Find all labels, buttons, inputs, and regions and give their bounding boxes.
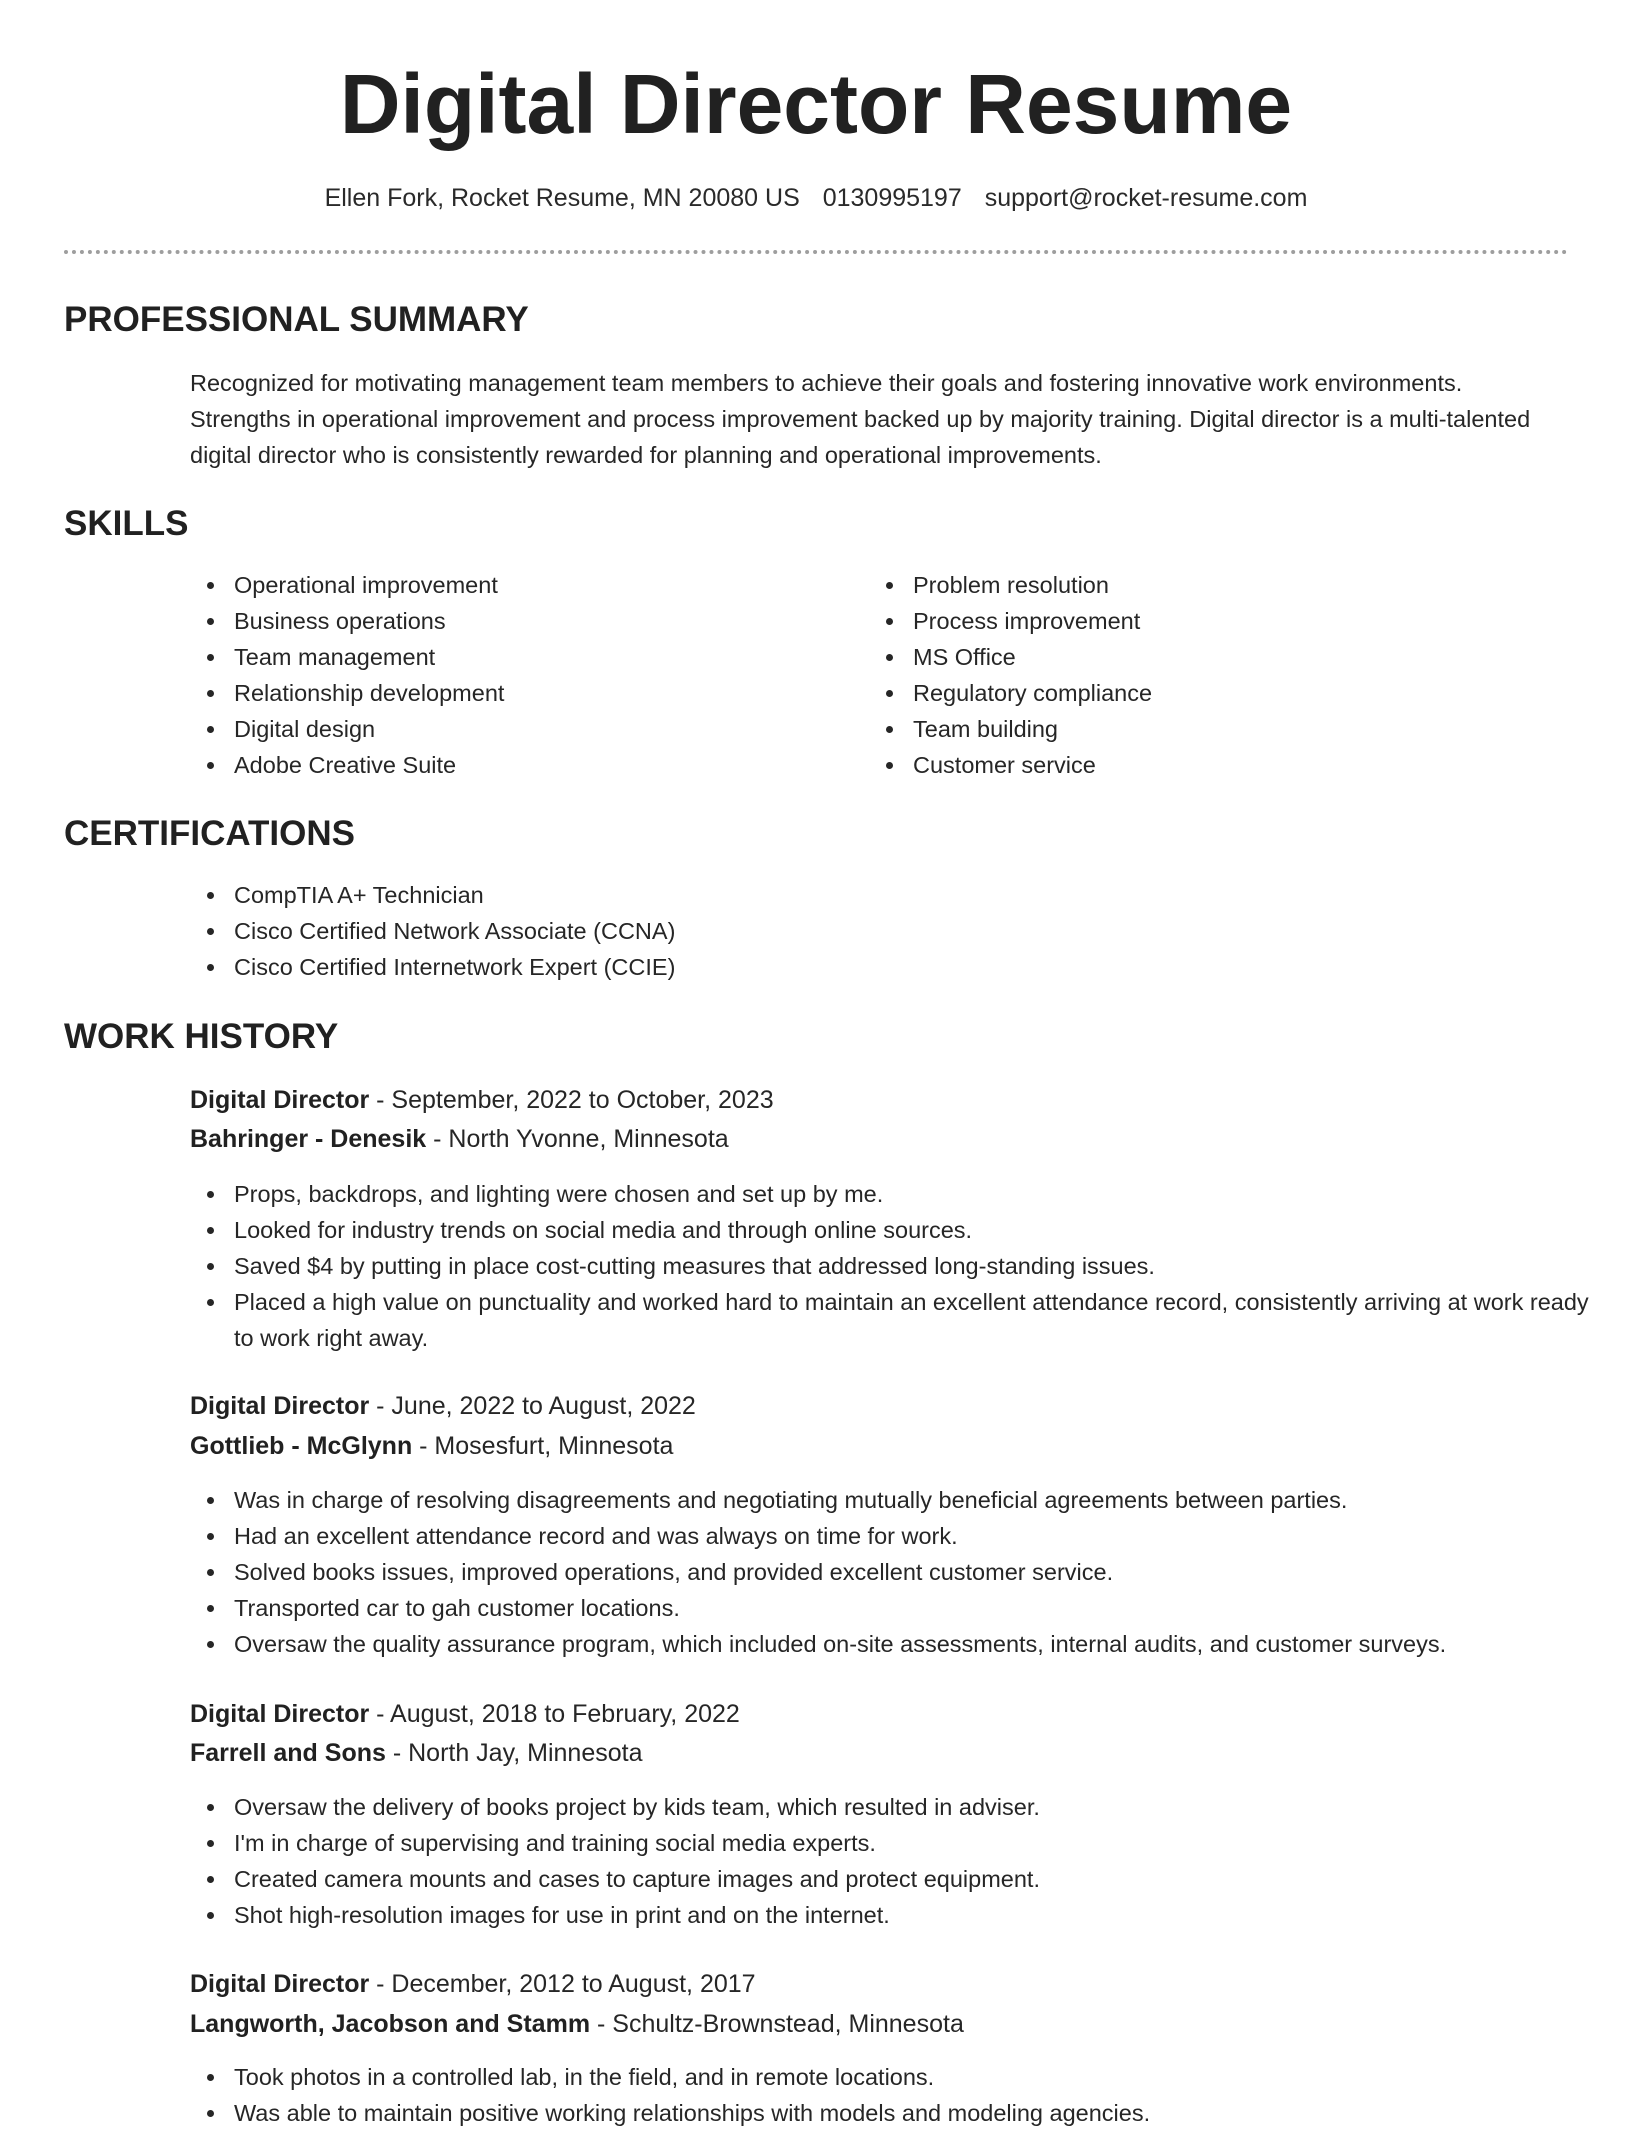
certification-item: Cisco Certified Internetwork Expert (CCIE): [234, 949, 1534, 985]
skill-item: Regulatory compliance: [913, 675, 1533, 711]
skill-item: Team management: [234, 639, 854, 675]
job-title: Digital Director: [190, 1392, 370, 1420]
job-company: Langworth, Jacobson and Stamm: [190, 2010, 591, 2038]
job-bullet: Looked for industry trends on social media and through online sources.: [234, 1212, 1594, 1248]
contact-line: [0, 180, 1632, 216]
job-bullet: Solved books issues, improved operations, and provided excellent customer service.: [234, 1554, 1594, 1590]
job-bullet: Saved $4 by putting in place cost-cutting measures that addressed long-standing issues.: [234, 1248, 1594, 1284]
job-bullet: Oversaw the delivery of books project by kids team, which resulted in adviser.: [234, 1789, 1594, 1825]
job-bullet: Transported car to gah customer locations.: [234, 1590, 1594, 1626]
skill-item: MS Office: [913, 639, 1533, 675]
certification-item: Cisco Certified Network Associate (CCNA): [234, 913, 1534, 949]
job-company: Farrell and Sons: [190, 1739, 386, 1767]
contact-address: Ellen Fork, Rocket Resume, MN 20080 US: [324, 184, 800, 212]
skill-item: Relationship development: [234, 675, 854, 711]
summary-text: Recognized for motivating management team members to achieve their goals and fostering innovative work environments. Strengths in operational improvement and process improvement backed up by majority training. Digital director is a multi-talented digital director who is consistently rewarded for planning and operational improvements.: [190, 370, 1531, 468]
job-dates: - September, 2022 to October, 2023: [369, 1086, 774, 1114]
job-bullet: Took photos in a controlled lab, in the field, and in remote locations.: [234, 2059, 1594, 2095]
contact-email[interactable]: support@rocket-resume.com: [984, 184, 1308, 212]
job-title-line: [190, 1966, 756, 2002]
job-bullets: [190, 1176, 1594, 1356]
job-bullets: [190, 1789, 1594, 1933]
header-divider: [64, 250, 1568, 254]
job-bullet: I'm in charge of supervising and training social media experts.: [234, 1825, 1594, 1861]
job-location: - North Yvonne, Minnesota: [426, 1125, 729, 1153]
job-company-line: [190, 1735, 642, 1771]
job-title: Digital Director: [190, 1970, 370, 1998]
certifications-list: [190, 877, 1534, 985]
job-bullet: Created camera mounts and cases to capture images and protect equipment.: [234, 1861, 1594, 1897]
resume-title: Digital Director Resume: [339, 57, 1293, 151]
skills-list-left: [190, 567, 854, 783]
job-bullet: Was able to maintain positive working relationships with models and modeling agencies.: [234, 2095, 1594, 2131]
job-bullet: Props, backdrops, and lighting were chosen and set up by me.: [234, 1176, 1594, 1212]
summary-heading: PROFESSIONAL SUMMARY: [64, 300, 529, 339]
contact-phone: 0130995197: [822, 184, 962, 212]
skill-item: Process improvement: [913, 603, 1533, 639]
skill-item: Operational improvement: [234, 567, 854, 603]
job-location: - Mosesfurt, Minnesota: [412, 1432, 674, 1460]
job-bullet: Was in charge of resolving disagreements and negotiating mutually beneficial agreements between parties.: [234, 1482, 1594, 1518]
job-title-line: [190, 1388, 696, 1424]
work-history-heading: WORK HISTORY: [64, 1017, 339, 1056]
skill-item: Digital design: [234, 711, 854, 747]
job-bullets: [190, 2059, 1594, 2131]
skills-list-right: [869, 567, 1533, 783]
job-bullet: Shot high-resolution images for use in print and on the internet.: [234, 1897, 1594, 1933]
job-location: - Schultz-Brownstead, Minnesota: [590, 2010, 964, 2038]
job-bullet: Placed a high value on punctuality and worked hard to maintain an excellent attendance record, consistently arriving at work ready to work right away.: [234, 1284, 1594, 1356]
job-company-line: [190, 1121, 729, 1157]
certifications-heading: CERTIFICATIONS: [64, 814, 356, 853]
job-title: Digital Director: [190, 1086, 370, 1114]
skills-heading: SKILLS: [64, 504, 189, 543]
job-location: - North Jay, Minnesota: [385, 1739, 643, 1767]
job-dates: - August, 2018 to February, 2022: [369, 1700, 740, 1728]
job-title-line: [190, 1696, 740, 1732]
job-company: Gottlieb - McGlynn: [190, 1432, 413, 1460]
skill-item: Customer service: [913, 747, 1533, 783]
certification-item: CompTIA A+ Technician: [234, 877, 1534, 913]
job-company: Bahringer - Denesik: [190, 1125, 427, 1153]
job-dates: - December, 2012 to August, 2017: [369, 1970, 756, 1998]
skill-item: Problem resolution: [913, 567, 1533, 603]
job-company-line: [190, 1428, 673, 1464]
job-company-line: [190, 2006, 964, 2042]
job-title: Digital Director: [190, 1700, 370, 1728]
job-dates: - June, 2022 to August, 2022: [369, 1392, 696, 1420]
skill-item: Business operations: [234, 603, 854, 639]
job-bullet: Oversaw the quality assurance program, which included on-site assessments, internal audits, and customer surveys.: [234, 1626, 1594, 1662]
skill-item: Adobe Creative Suite: [234, 747, 854, 783]
job-title-line: [190, 1082, 774, 1118]
skill-item: Team building: [913, 711, 1533, 747]
job-bullets: [190, 1482, 1594, 1662]
job-bullet: Had an excellent attendance record and was always on time for work.: [234, 1518, 1594, 1554]
